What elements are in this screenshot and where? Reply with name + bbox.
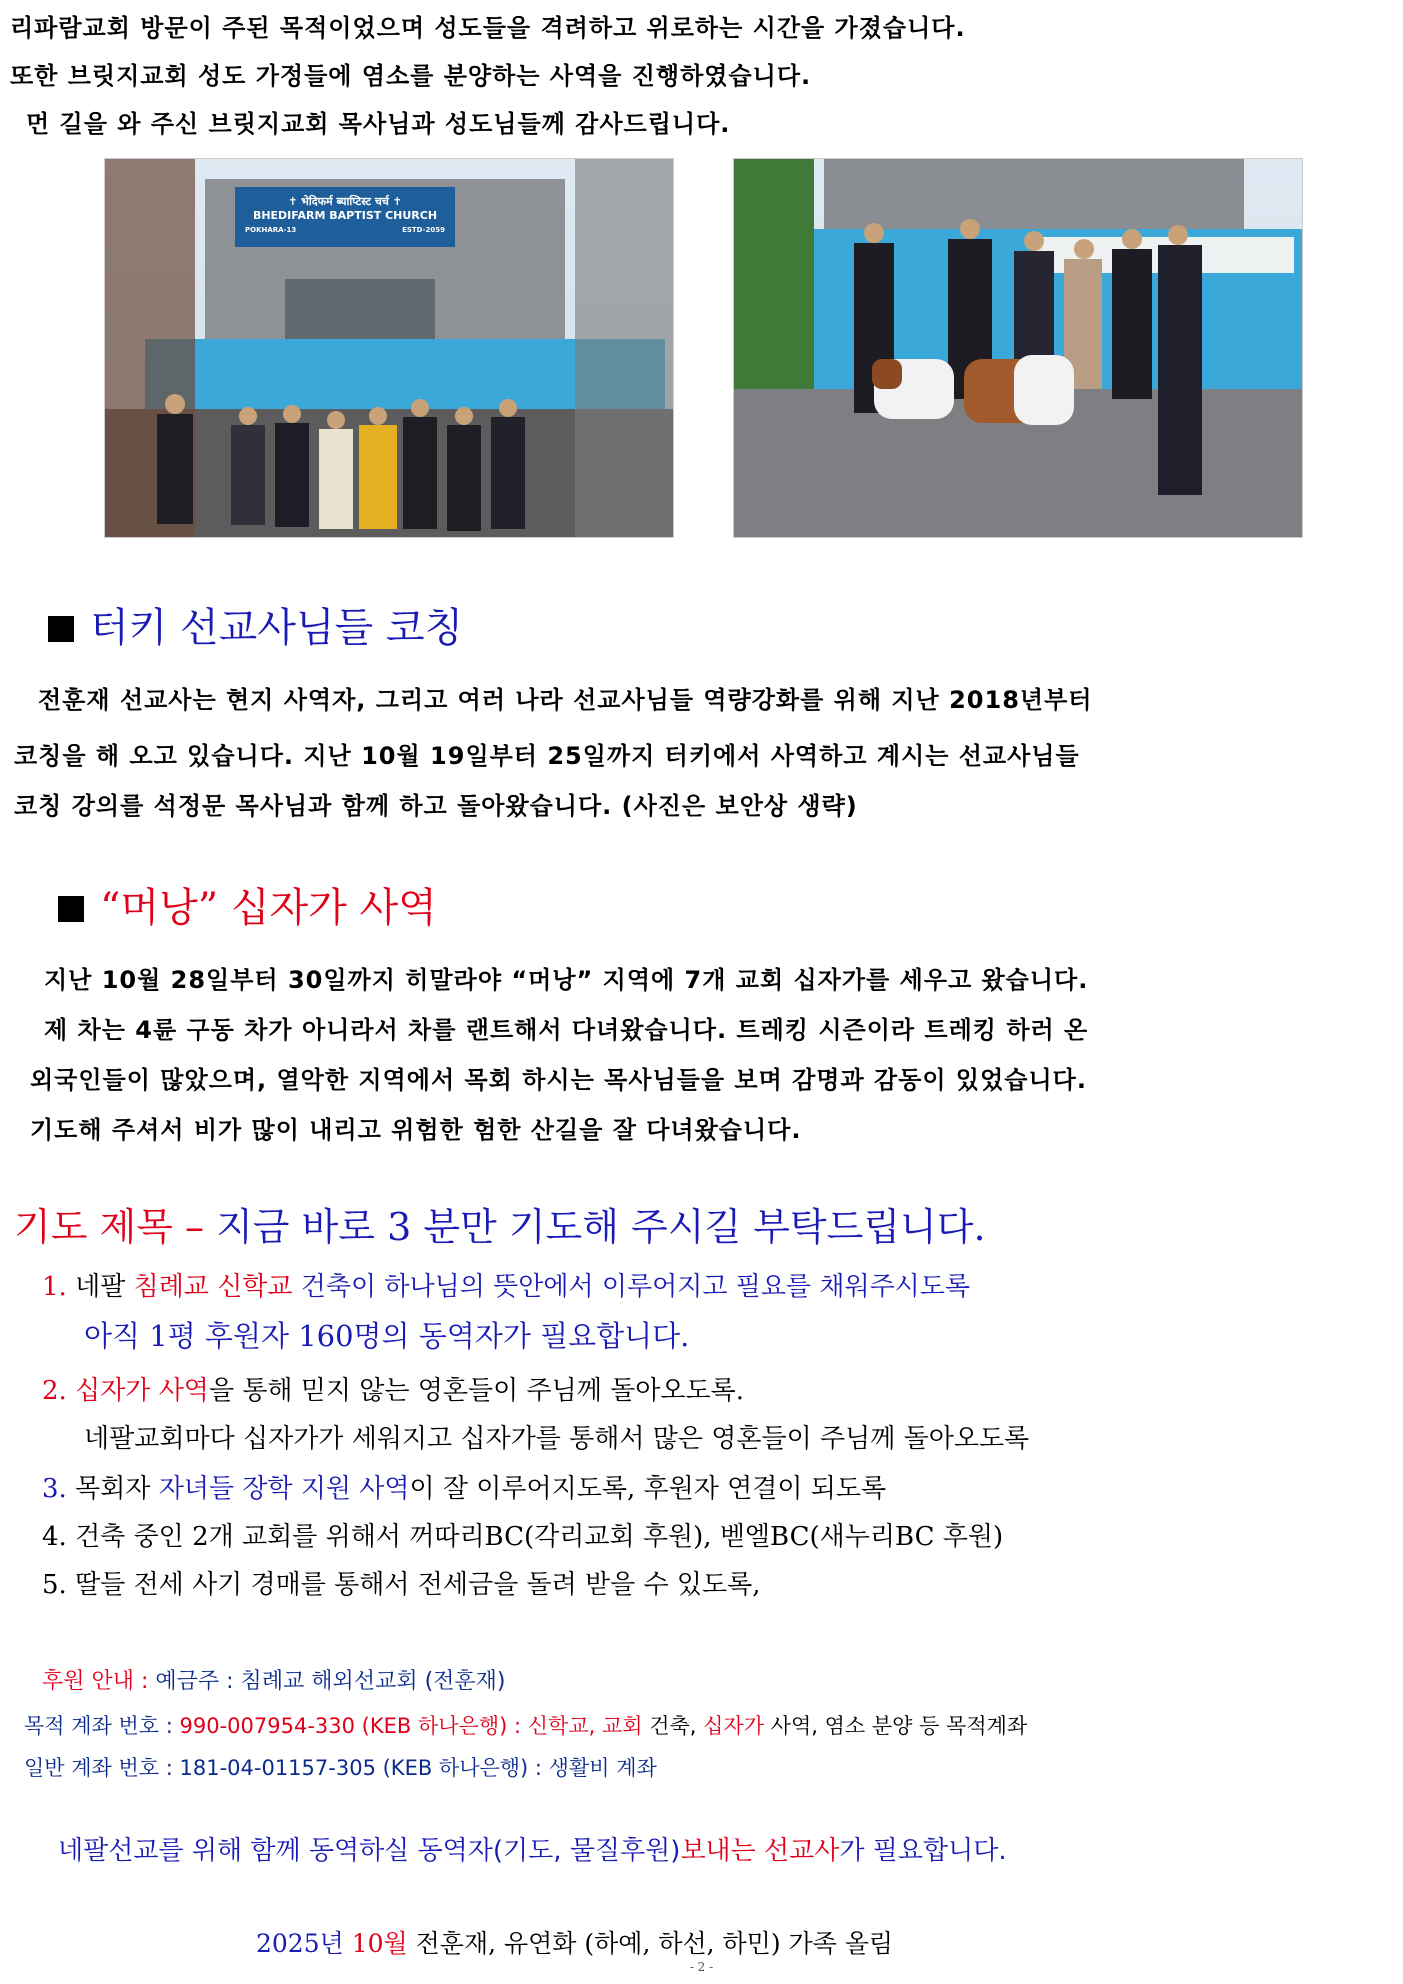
prayer-item-2-detail: 네팔교회마다 십자가가 세워지고 십자가를 통해서 많은 영혼들이 주님께 돌아오도록: [84, 1424, 1030, 1454]
turkey-line-1: 전훈재 선교사는 현지 사역자, 그리고 여러 나라 선교사님들 역량강화를 위해 지난 2018년부터: [38, 686, 1093, 714]
turkey-heading-row: [48, 596, 463, 653]
prayer-item-3: 3. 목회자 자녀들 장학 지원 사역이 잘 이루어지도록, 후원자 연결이 되도록: [42, 1474, 887, 1504]
turkey-line-2: 코칭을 해 오고 있습니다. 지난 10월 19일부터 25일까지 터키에서 사역하고 계시는 선교사님들: [14, 742, 1080, 770]
cross-line-4: 기도해 주셔서 비가 많이 내리고 위험한 험한 산길을 잘 다녀왔습니다.: [30, 1116, 802, 1144]
prayer-item-2: 2. 십자가 사역을 통해 믿지 않는 영혼들이 주님께 돌아오도록.: [42, 1376, 744, 1406]
cross-line-1: 지난 10월 28일부터 30일까지 히말라야 “머낭” 지역에 7개 교회 십자가를 세우고 왔습니다.: [44, 966, 1089, 994]
cross-heading: “머낭” 십자가 사역: [100, 885, 437, 931]
turkey-line-3: 코칭 강의를 석정문 목사님과 함께 하고 돌아왔습니다. (사진은 보안상 생략): [14, 792, 858, 820]
intro-line-1: 리파람교회 방문이 주된 목적이었으며 성도들을 격려하고 위로하는 시간을 가졌습니다.: [10, 14, 966, 42]
appeal-line: 네팔선교를 위해 함께 동역하실 동역자(기도, 물질후원)보내는 선교사가 필요합니다.: [58, 1836, 1007, 1866]
prayer-item-5: 5. 딸들 전세 사기 경매를 통해서 전세금을 돌려 받을 수 있도록,: [42, 1570, 761, 1600]
general-account: 일반 계좌 번호 : 181-04-01157-305 (KEB 하나은행) : 생활비 계좌: [24, 1756, 657, 1780]
turkey-heading: 터키 선교사님들 코칭: [90, 605, 464, 651]
sign-line-2: BHEDIFARM BAPTIST CHURCH: [252, 209, 438, 222]
prayer-item-4: 4. 건축 중인 2개 교회를 위해서 꺼따리BC(각리교회 후원), 벧엘BC(새누리BC 후원): [42, 1522, 1004, 1552]
purpose-account: 목적 계좌 번호 : 990-007954-330 (KEB 하나은행) : 신학교, 교회 건축, 십자가 사역, 염소 분양 등 목적계좌: [24, 1714, 1028, 1738]
intro-line-2: 또한 브릿지교회 성도 가정들에 염소를 분양하는 사역을 진행하였습니다.: [10, 62, 812, 90]
church-group-photo: [104, 158, 674, 538]
prayer-title: 기도 제목 – 지금 바로 3 분만 기도해 주시길 부탁드립니다.: [14, 1205, 986, 1249]
sign-line-1: ✝ भेदिफर्म ब्याप्टिस्ट चर्च ✝: [288, 195, 402, 208]
square-bullet-icon: [48, 616, 74, 642]
goat-distribution-photo: [733, 158, 1303, 538]
sign-right: ESTD-2059: [402, 226, 445, 234]
footer-signature: 2025년 10월 전훈재, 유연화 (하예, 하선, 하민) 가족 올림: [256, 1929, 894, 1958]
prayer-item-1-detail: 아직 1평 후원자 160명의 동역자가 필요합니다.: [84, 1319, 690, 1353]
intro-line-3: 먼 길을 와 주신 브릿지교회 목사님과 성도님들께 감사드립니다.: [26, 110, 731, 138]
square-bullet-icon: [58, 896, 84, 922]
giving-guide: 후원 안내 : 예금주 : 침례교 해외선교회 (전훈재): [42, 1669, 506, 1694]
page-number: - 2 -: [689, 1960, 714, 1974]
cross-heading-row: [58, 876, 437, 933]
cross-line-3: 외국인들이 많았으며, 열악한 지역에서 목회 하시는 목사님들을 보며 감명과 감동이 있었습니다.: [30, 1066, 1087, 1094]
cross-line-2: 제 차는 4륜 구동 차가 아니라서 차를 랜트해서 다녀왔습니다. 트레킹 시즌이라 트레킹 하러 온: [44, 1016, 1089, 1044]
prayer-item-1: 1. 네팔 침례교 신학교 건축이 하나님의 뜻안에서 이루어지고 필요를 채워주시도록: [42, 1272, 971, 1302]
sign-left: POKHARA-13: [245, 226, 297, 234]
